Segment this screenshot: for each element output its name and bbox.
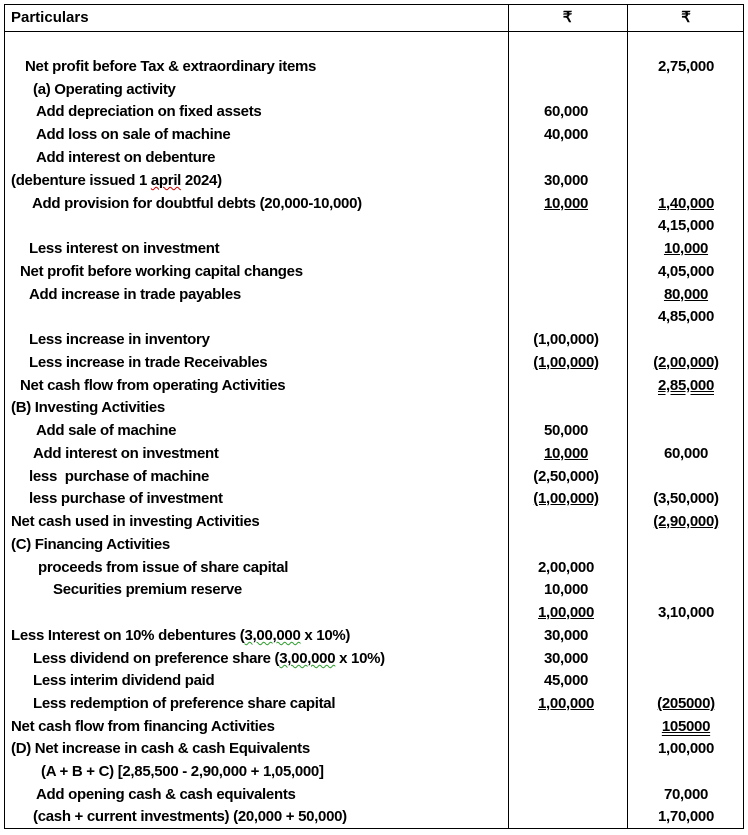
row-label: Less interim dividend paid xyxy=(33,672,215,689)
table-row xyxy=(5,283,743,306)
amount-col1: 30,000 xyxy=(543,172,589,189)
table-row xyxy=(5,146,743,169)
table-row xyxy=(5,396,743,419)
amount-col2: 3,10,000 xyxy=(658,604,714,621)
section-heading: (C) Financing Activities xyxy=(11,536,170,553)
table-row xyxy=(5,442,743,465)
label-text: 2024) xyxy=(181,172,222,189)
row-label: Add loss on sale of machine xyxy=(36,126,231,143)
amount-col1: (1,00,000) xyxy=(533,354,599,371)
row-label: Add provision for doubtful debts (20,000-10,000) xyxy=(32,195,362,212)
row-label: Less increase in trade Receivables xyxy=(29,354,268,371)
row-label: proceeds from issue of share capital xyxy=(38,559,289,576)
table-row xyxy=(5,465,743,488)
amount-col2: 4,05,000 xyxy=(658,263,714,280)
row-label: (A + B + C) [2,85,500 - 2,90,000 + 1,05,000] xyxy=(41,763,324,780)
label-text: x 10%) xyxy=(300,627,351,644)
table-row xyxy=(5,123,743,146)
grammar-mark: 3,00,000 xyxy=(279,650,336,667)
amount-col1: 10,000 xyxy=(543,445,589,462)
table-row xyxy=(5,487,743,510)
header-col1-rupee: ₹ xyxy=(562,9,573,26)
row-label: Less interest on investment xyxy=(29,240,220,257)
label-text: Less Interest on 10% debentures ( xyxy=(11,627,245,644)
table-row xyxy=(5,533,743,556)
table-row xyxy=(5,419,743,442)
row-label: Add opening cash & cash equivalents xyxy=(36,786,296,803)
row-label: Less redemption of preference share capital xyxy=(33,695,336,712)
amount-col2: 1,00,000 xyxy=(658,740,714,757)
amount-col2: 60,000 xyxy=(663,445,709,462)
row-label: less purchase of machine xyxy=(29,468,210,485)
row-label: Add sale of machine xyxy=(36,422,177,439)
row-label xyxy=(11,624,350,647)
amount-col1: 2,00,000 xyxy=(538,559,594,576)
label-text: (debenture issued 1 xyxy=(11,172,151,189)
header-col2-rupee: ₹ xyxy=(681,9,691,26)
amount-col1: (1,00,000) xyxy=(533,331,599,348)
table-row xyxy=(5,624,743,647)
table-row xyxy=(5,192,743,215)
table-row xyxy=(5,669,743,692)
table-row xyxy=(5,237,743,260)
row-label: Net profit before working capital changes xyxy=(20,263,303,280)
amount-col1: 10,000 xyxy=(543,581,589,598)
amount-col1: 40,000 xyxy=(543,126,589,143)
amount-col2: 4,15,000 xyxy=(658,217,714,234)
amount-col2: (2,90,000) xyxy=(653,513,719,530)
row-label: Add interest on investment xyxy=(33,445,219,462)
amount-col1: 10,000 xyxy=(543,195,589,212)
amount-col2: (2,00,000) xyxy=(653,354,719,371)
table-row xyxy=(5,351,743,374)
table-row xyxy=(5,760,743,783)
amount-col2: 2,75,000 xyxy=(658,58,714,75)
label-text: x 10%) xyxy=(335,650,385,667)
table-row xyxy=(5,715,743,738)
row-label: Net profit before Tax & extraordinary items xyxy=(25,58,317,75)
table-row xyxy=(5,783,743,806)
row-label: (a) Operating activity xyxy=(33,81,176,98)
amount-col2: (3,50,000) xyxy=(653,490,719,507)
row-label: Less increase in inventory xyxy=(29,331,210,348)
amount-col1: 30,000 xyxy=(543,650,589,667)
table-row xyxy=(5,601,743,624)
amount-col1: 45,000 xyxy=(543,672,589,689)
row-label xyxy=(11,169,222,192)
cash-flow-statement-table xyxy=(4,4,744,829)
amount-col1: 1,00,000 xyxy=(538,604,594,621)
row-label: (cash + current investments) (20,000 + 50,000) xyxy=(33,808,347,825)
row-label: Add increase in trade payables xyxy=(29,286,241,303)
amount-col2: 1,70,000 xyxy=(658,808,714,825)
amount-col2: 70,000 xyxy=(663,786,709,803)
table-row xyxy=(5,556,743,579)
amount-col2: (205000) xyxy=(657,695,715,712)
table-row xyxy=(5,647,743,670)
row-label: Net cash used in investing Activities xyxy=(11,513,260,530)
row-label xyxy=(33,647,385,670)
spellcheck-mark: april xyxy=(150,172,182,189)
table-row xyxy=(5,55,743,78)
amount-col2: 2,85,000 xyxy=(658,377,714,394)
amount-col1: 50,000 xyxy=(543,422,589,439)
header-particulars: Particulars xyxy=(11,9,89,26)
amount-col1: 30,000 xyxy=(543,627,589,644)
amount-col2: 80,000 xyxy=(663,286,709,303)
table-row xyxy=(5,100,743,123)
label-text: Less dividend on preference share ( xyxy=(33,650,280,667)
row-label: Add depreciation on fixed assets xyxy=(36,103,262,120)
amount-col2: 10,000 xyxy=(663,240,709,257)
table-row xyxy=(5,214,743,237)
row-label: Net cash flow from operating Activities xyxy=(20,377,286,394)
amount-col1: (2,50,000) xyxy=(533,468,599,485)
table-row xyxy=(5,374,743,397)
table-row xyxy=(5,78,743,101)
amount-col1: (1,00,000) xyxy=(533,490,599,507)
table-row xyxy=(5,305,743,328)
amount-col1: 60,000 xyxy=(543,103,589,120)
section-heading: (D) Net increase in cash & cash Equivalents xyxy=(11,740,310,757)
table-row xyxy=(5,737,743,760)
table-row xyxy=(5,328,743,351)
row-label: Securities premium reserve xyxy=(53,581,242,598)
table-row xyxy=(5,805,743,828)
row-label: Net cash flow from financing Activities xyxy=(11,718,275,735)
table-row xyxy=(5,260,743,283)
amount-col1: 1,00,000 xyxy=(538,695,594,712)
row-label: less purchase of investment xyxy=(29,490,223,507)
grammar-mark: 3,00,000 xyxy=(244,627,301,644)
row-label: Add interest on debenture xyxy=(36,149,216,166)
section-heading: (B) Investing Activities xyxy=(11,399,165,416)
table-row xyxy=(5,578,743,601)
amount-col2: 105000 xyxy=(661,718,711,735)
table-row xyxy=(5,692,743,715)
amount-col2: 4,85,000 xyxy=(658,308,714,325)
table-row xyxy=(5,510,743,533)
amount-col2: 1,40,000 xyxy=(658,195,714,212)
table-row xyxy=(5,169,743,192)
